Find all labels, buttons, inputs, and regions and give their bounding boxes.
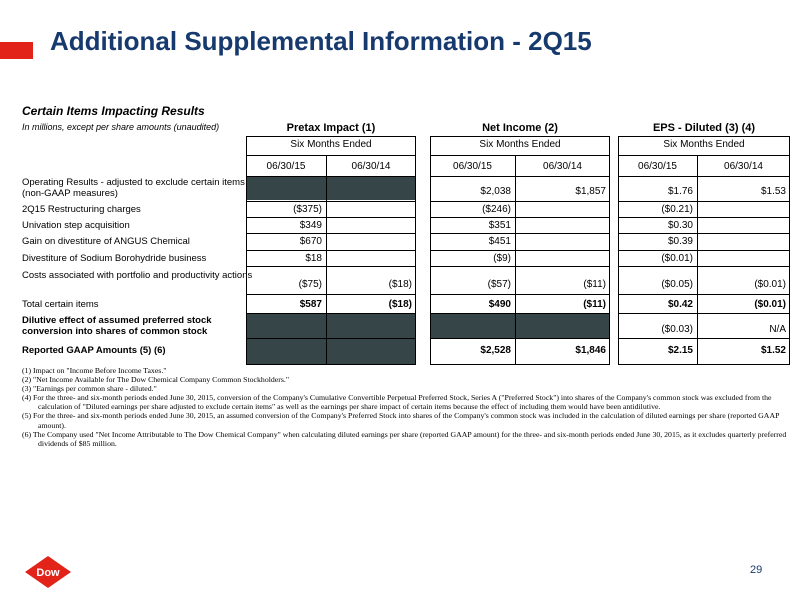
row-label: Gain on divestiture of ANGUS Chemical [22, 236, 190, 247]
row-line [618, 233, 790, 234]
table-cell: ($57) [487, 279, 511, 290]
group-header-pretax: Pretax Impact (1) [286, 122, 376, 134]
footnote: (2) "Net Income Available for The Dow Chemical Company Common Stockholders." [22, 375, 290, 385]
date-header: 06/30/14 [543, 161, 582, 172]
table-cell: $0.42 [667, 299, 693, 310]
table-cell: N/A [769, 324, 786, 335]
row-line [430, 266, 610, 267]
footnote: (5) For the three- and six-month periods ended June 30, 2015, an assumed conversion of the Company's Preferred Stock into shares of the Company's common stock was included in the calculation of diluted earnings per share (reported GAAP amount). [22, 411, 780, 430]
table-cell: $0.30 [667, 220, 693, 231]
table-cell: ($246) [482, 204, 511, 215]
svg-text:Dow: Dow [36, 567, 60, 579]
shaded-cell [247, 339, 415, 364]
footnote: (1) Impact on "Income Before Income Taxes." [22, 366, 167, 375]
date-header: 06/30/15 [638, 161, 677, 172]
table-cell: ($11) [583, 299, 606, 310]
row-label: Univation step acquisition [22, 220, 130, 231]
row-line [246, 338, 416, 339]
page-number: 29 [750, 564, 763, 576]
table-cell: $18 [305, 253, 322, 264]
shaded-cell [247, 314, 415, 338]
column-divider [326, 155, 327, 365]
accent-bar [0, 42, 33, 59]
table-cell: $351 [488, 220, 511, 231]
date-header: 06/30/14 [724, 161, 763, 172]
row-line [618, 250, 790, 251]
date-header: 06/30/15 [453, 161, 492, 172]
table-cell: ($0.01) [661, 253, 693, 264]
table-cell: $1.53 [760, 186, 786, 197]
row-line [246, 250, 416, 251]
row-line [618, 294, 790, 295]
row-line [430, 201, 610, 202]
table-cell: $670 [299, 236, 322, 247]
date-header: 06/30/14 [351, 161, 391, 172]
table-cell: ($75) [298, 279, 322, 290]
period-header: Six Months Ended [479, 139, 561, 150]
divider [618, 176, 790, 177]
group-header-eps: EPS - Diluted (3) (4) [652, 122, 756, 134]
shaded-cell [247, 177, 415, 200]
divider [430, 155, 610, 156]
table-cell: $2.15 [667, 345, 693, 356]
table-cell: ($9) [493, 253, 511, 264]
row-label: Total certain items [22, 299, 99, 310]
row-label: Reported GAAP Amounts (5) (6) [22, 345, 166, 356]
row-line [430, 217, 610, 218]
row-line [618, 338, 790, 339]
row-label: Costs associated with portfolio and productivity actions [22, 270, 253, 281]
table-cell: ($0.01) [754, 299, 786, 310]
row-line [430, 313, 610, 314]
row-line [246, 266, 416, 267]
shaded-cell [431, 314, 609, 338]
row-line [618, 201, 790, 202]
period-header: Six Months Ended [663, 139, 745, 150]
table-cell: $490 [488, 299, 511, 310]
row-line [618, 266, 790, 267]
table-cell: $1,846 [575, 345, 606, 356]
table-cell: $2,038 [480, 186, 511, 197]
table-cell: ($0.21) [661, 204, 693, 215]
divider [618, 155, 790, 156]
row-line [246, 201, 416, 202]
row-line [246, 233, 416, 234]
footnote: (6) The Company used "Net Income Attributable to The Dow Chemical Company" when calculating diluted earnings per share (reported GAAP amount) for the three- and six-month periods ended June 30, 2015, as it excludes quarterly preferred dividends of $85 million. [22, 429, 787, 448]
date-header: 06/30/15 [266, 161, 306, 172]
table-cell: ($18) [388, 299, 412, 310]
row-label: Operating Results - adjusted to exclude certain items (non-GAAP measures) [22, 177, 245, 199]
divider [246, 155, 416, 156]
row-label: Divestiture of Sodium Borohydride business [22, 253, 207, 264]
table-cell: $2,528 [480, 345, 511, 356]
page-title: Additional Supplemental Information - 2Q15 [50, 26, 592, 56]
section-subtitle: In millions, except per share amounts (unaudited) [22, 122, 220, 132]
table-cell: ($0.03) [661, 324, 693, 335]
row-label: Dilutive effect of assumed preferred stock conversion into shares of common stock [22, 315, 212, 337]
period-header: Six Months Ended [290, 139, 372, 150]
row-line [430, 294, 610, 295]
dow-logo [24, 555, 72, 589]
table-cell: $349 [299, 220, 322, 231]
table-cell: ($0.05) [661, 279, 693, 290]
table-cell: ($11) [583, 279, 606, 290]
section-title: Certain Items Impacting Results [22, 104, 205, 118]
row-line [246, 313, 416, 314]
row-line [430, 233, 610, 234]
table-cell: $1.52 [760, 345, 786, 356]
row-label: 2Q15 Restructuring charges [22, 204, 141, 215]
row-line [430, 338, 610, 339]
table-cell: ($375) [293, 204, 322, 215]
table-cell: $0.39 [667, 236, 693, 247]
row-line [246, 217, 416, 218]
row-line [430, 250, 610, 251]
row-line [618, 217, 790, 218]
table-cell: ($18) [388, 279, 412, 290]
table-cell: ($0.01) [754, 279, 786, 290]
footnote: (3) "Earnings per common share - diluted." [22, 384, 157, 394]
table-cell: $451 [488, 236, 511, 247]
footnotes [22, 366, 792, 448]
footnote: (4) For the three- and six-month periods ended June 30, 2015, conversion of the Company's Cumulative Convertible Perpetual Preferred Stock, Series A ("Preferred Stock") into shares of the Company's common stock was excluded from the calculation of "Diluted earnings per share adjusted to exclude certain items" as well as the earnings per share impact of certain items because the effect of including them would have been antidilutive. [22, 393, 772, 412]
table-cell: $1.76 [667, 186, 693, 197]
table-cell: $587 [299, 299, 322, 310]
divider [430, 176, 610, 177]
row-line [246, 294, 416, 295]
row-line [618, 313, 790, 314]
group-header-net-income: Net Income (2) [482, 122, 558, 134]
table-cell: $1,857 [575, 186, 606, 197]
